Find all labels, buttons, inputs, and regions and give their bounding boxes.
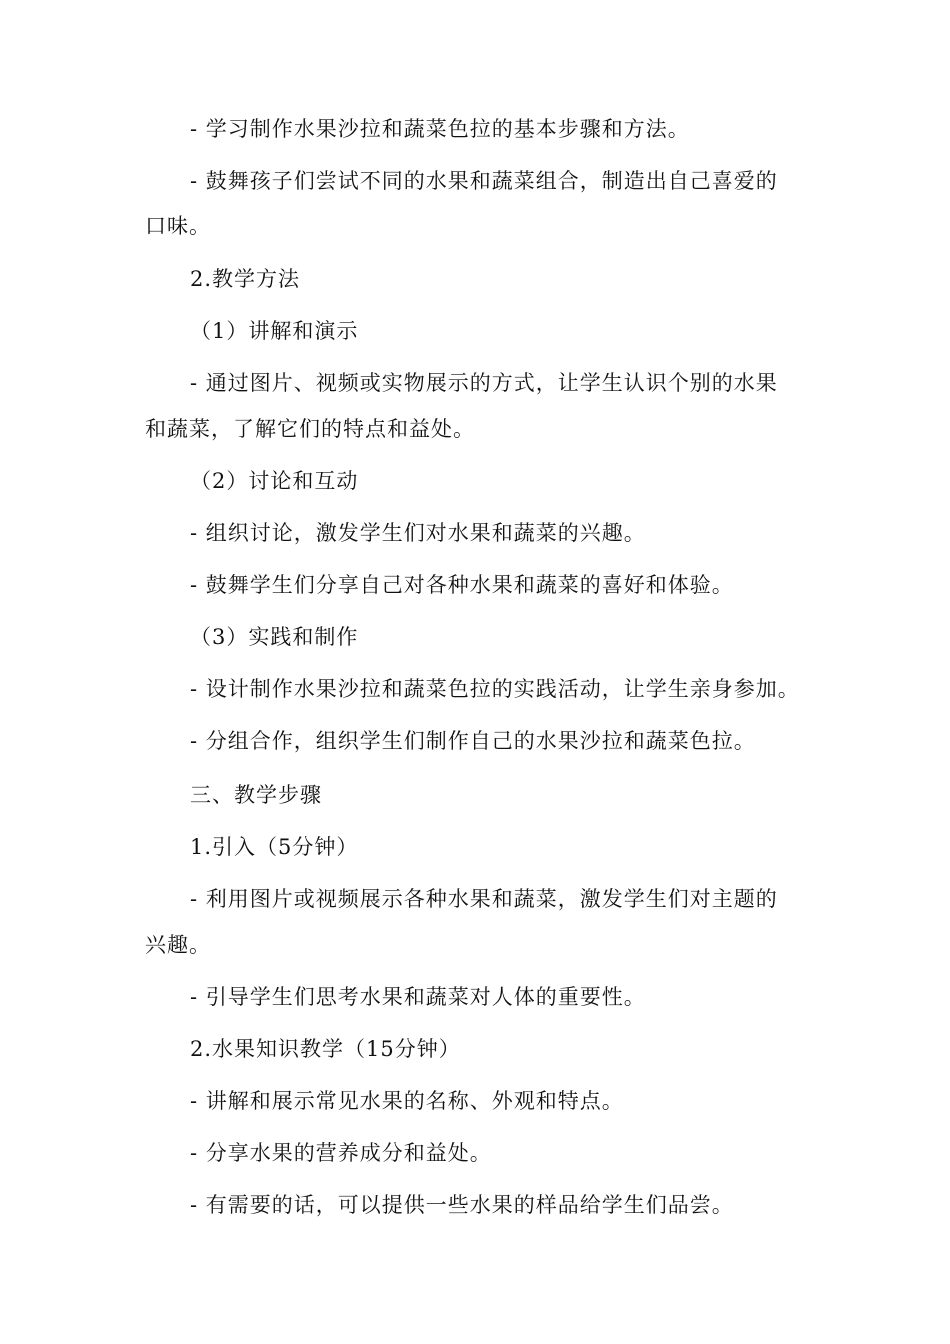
section-heading: 2.教学方法 <box>190 267 301 291</box>
step-heading: 1.引入（5分钟） <box>190 835 359 859</box>
text-line: - 讲解和展示常见水果的名称、外观和特点。 <box>190 1089 624 1113</box>
text-line: - 设计制作水果沙拉和蔬菜色拉的实践活动，让学生亲身参加。 <box>190 677 800 701</box>
text-line: 兴趣。 <box>145 933 211 957</box>
text-line: 口味。 <box>145 214 211 238</box>
text-line: 和蔬菜，了解它们的特点和益处。 <box>145 417 475 441</box>
text-line: - 鼓舞孩子们尝试不同的水果和蔬菜组合，制造出自己喜爱的 <box>190 169 778 193</box>
text-line: - 有需要的话，可以提供一些水果的样品给学生们品尝。 <box>190 1193 734 1217</box>
text-line: - 学习制作水果沙拉和蔬菜色拉的基本步骤和方法。 <box>190 117 690 141</box>
subsection-heading: （1）讲解和演示 <box>190 319 359 343</box>
subsection-heading: （2）讨论和互动 <box>190 469 359 493</box>
section-heading: 三、教学步骤 <box>190 783 322 807</box>
text-line: - 利用图片或视频展示各种水果和蔬菜，激发学生们对主题的 <box>190 887 778 911</box>
step-heading: 2.水果知识教学（15分钟） <box>190 1037 461 1061</box>
text-line: - 引导学生们思考水果和蔬菜对人体的重要性。 <box>190 985 646 1009</box>
text-line: - 通过图片、视频或实物展示的方式，让学生认识个别的水果 <box>190 371 778 395</box>
subsection-heading: （3）实践和制作 <box>190 625 359 649</box>
text-line: - 分组合作，组织学生们制作自己的水果沙拉和蔬菜色拉。 <box>190 729 756 753</box>
text-line: - 分享水果的营养成分和益处。 <box>190 1141 492 1165</box>
text-line: - 鼓舞学生们分享自己对各种水果和蔬菜的喜好和体验。 <box>190 573 734 597</box>
text-line: - 组织讨论，激发学生们对水果和蔬菜的兴趣。 <box>190 521 646 545</box>
